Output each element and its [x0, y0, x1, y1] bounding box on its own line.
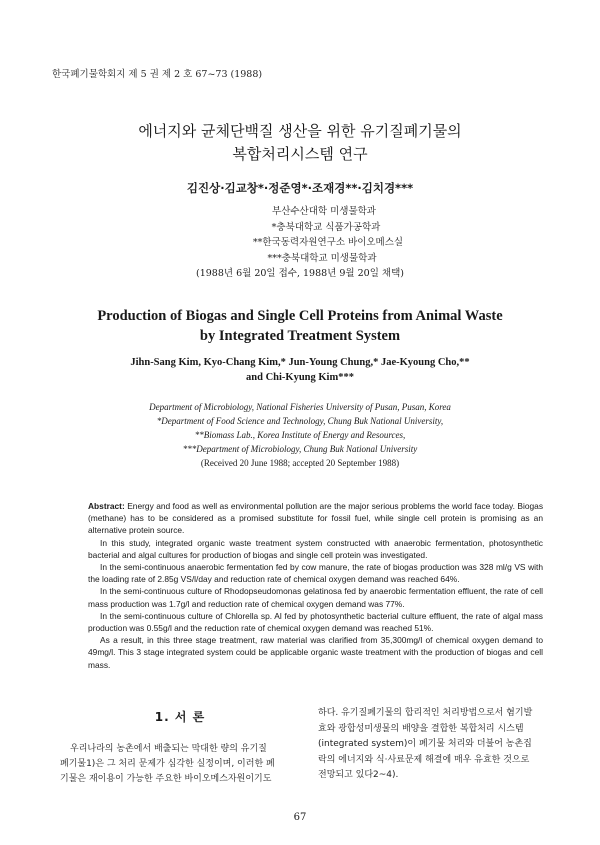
english-affiliations [0, 400, 600, 470]
abstract-text-1: Energy and food as well as environmental pollution are the major serious problems the world face today. Biogas (methane) has to be considered as a promised substitute for fossil fuel, while single cell protein is promising as an alternative protein source. [88, 501, 544, 536]
korean-title [0, 120, 600, 166]
english-title-line-2: by Integrated Treatment System [199, 328, 401, 344]
korean-affiliations [0, 204, 600, 282]
body-column-right [318, 706, 563, 784]
body-right-line-5: 전망되고 있다2~4). [318, 770, 399, 780]
body-right-line-2: 효와 광합성미생물의 배양을 결합한 복합처리 시스템 [318, 723, 524, 734]
page-number: 67 [293, 812, 307, 823]
abstract-paragraph-4: In the semi-continuous culture of Rhodopseudomonas gelatinosa fed by anaerobic fermentation effluent, the rate of cell mass production was 1.7g/l and reduction rate of chemical oxygen demand was 77%. [88, 586, 543, 609]
korean-title-line-2: 복합처리시스템 연구 [232, 145, 368, 163]
english-title-line-1: Production of Biogas and Single Cell Proteins from Animal Waste [97, 308, 503, 324]
english-affiliation-4: ***Department of Microbiology, Chung Buk National University [182, 444, 418, 454]
korean-affiliation-3: **한국동력자원연구소 바이오메스실 [252, 237, 404, 248]
abstract-label: Abstract: [88, 501, 125, 511]
english-title [0, 306, 600, 346]
body-column-left [60, 742, 310, 787]
abstract [88, 500, 543, 671]
abstract-paragraph-2: In this study, integrated organic waste treatment system constructed with anaerobic fermentation, photosynthetic bacterial and algal cultures for production of biogas and single cell protein was investigated. [88, 537, 543, 560]
korean-authors: 김진상·김교창*·정준영*·조재경**·김치경*** [186, 181, 414, 195]
abstract-paragraph-3: In the semi-continuous anaerobic fermentation fed by cow manure, the rate of biogas production was 328 ml/g VS with the loading rate of 2.85g VS/l/day and reduction rate of chemical oxygen demand was reached 64%. [88, 562, 543, 585]
korean-title-line-1: 에너지와 균체단백질 생산을 위한 유기질폐기물의 [138, 122, 462, 140]
section-heading-introduction: 1. 서 론 [154, 710, 206, 724]
body-right-line-4: 락의 에너지와 식·사료문제 해결에 매우 유효한 것으로 [318, 754, 530, 765]
english-authors [0, 355, 600, 385]
body-left-line-1: 우리나라의 농촌에서 배출되는 막대한 량의 유기질 [70, 744, 267, 754]
english-authors-line-1: Jihn-Sang Kim, Kyo-Chang Kim,* Jun-Young Chung,* Jae-Kyoung Cho,** [130, 357, 470, 368]
body-left-line-3: 기물은 재이용이 가능한 주요한 바이오메스자원이기도 [60, 774, 272, 784]
body-left-line-2: 폐기물1)은 그 처리 문제가 심각한 실정이며, 이러한 폐 [60, 759, 275, 769]
korean-affiliation-1: 부산수산대학 미생물학과 [272, 206, 376, 217]
english-affiliation-1: Department of Microbiology, National Fisheries University of Pusan, Pusan, Korea [149, 402, 451, 412]
english-affiliation-3: **Biomass Lab., Korea Institute of Energy and Resources, [194, 430, 406, 440]
abstract-paragraph-6: As a result, in this three stage treatment, raw material was clarified from 35,300mg/l of chemical oxygen demand to 49mg/l. This 3 stage integrated system could be applicable organic waste treatment with the production of biogas and cell mass. [88, 635, 543, 670]
english-authors-line-2: and Chi-Kyung Kim*** [246, 372, 354, 383]
english-affiliation-2: *Department of Food Science and Technology, Chung Buk National University, [156, 416, 444, 426]
korean-affiliation-4: ***충북대학교 미생물학과 [267, 252, 377, 264]
korean-affiliation-2: *충북대학교 식품가공학과 [271, 221, 381, 233]
body-right-line-1: 하다. 유기질폐기물의 합리적인 처리방법으로서 혐기발 [318, 708, 533, 718]
journal-header: 한국폐기물학회지 제 5 권 제 2 호 67~73 (1988) [52, 69, 263, 80]
korean-dates: (1988년 6월 20일 접수, 1988년 9월 20일 채택) [196, 268, 404, 279]
abstract-paragraph-5: In the semi-continuous culture of Chlorella sp. Al fed by photosynthetic bacterial culture effluent, the rate of algal mass production was 0.55g/l and the reduction rate of chemical oxygen demand was reached 51%. [88, 610, 543, 634]
abstract-paragraph-1 [88, 500, 543, 537]
english-received-dates: (Received 20 June 1988; accepted 20 September 1988) [200, 458, 400, 468]
body-right-line-3: (integrated system)이 폐기물 처리와 더불어 농촌집 [318, 739, 532, 749]
